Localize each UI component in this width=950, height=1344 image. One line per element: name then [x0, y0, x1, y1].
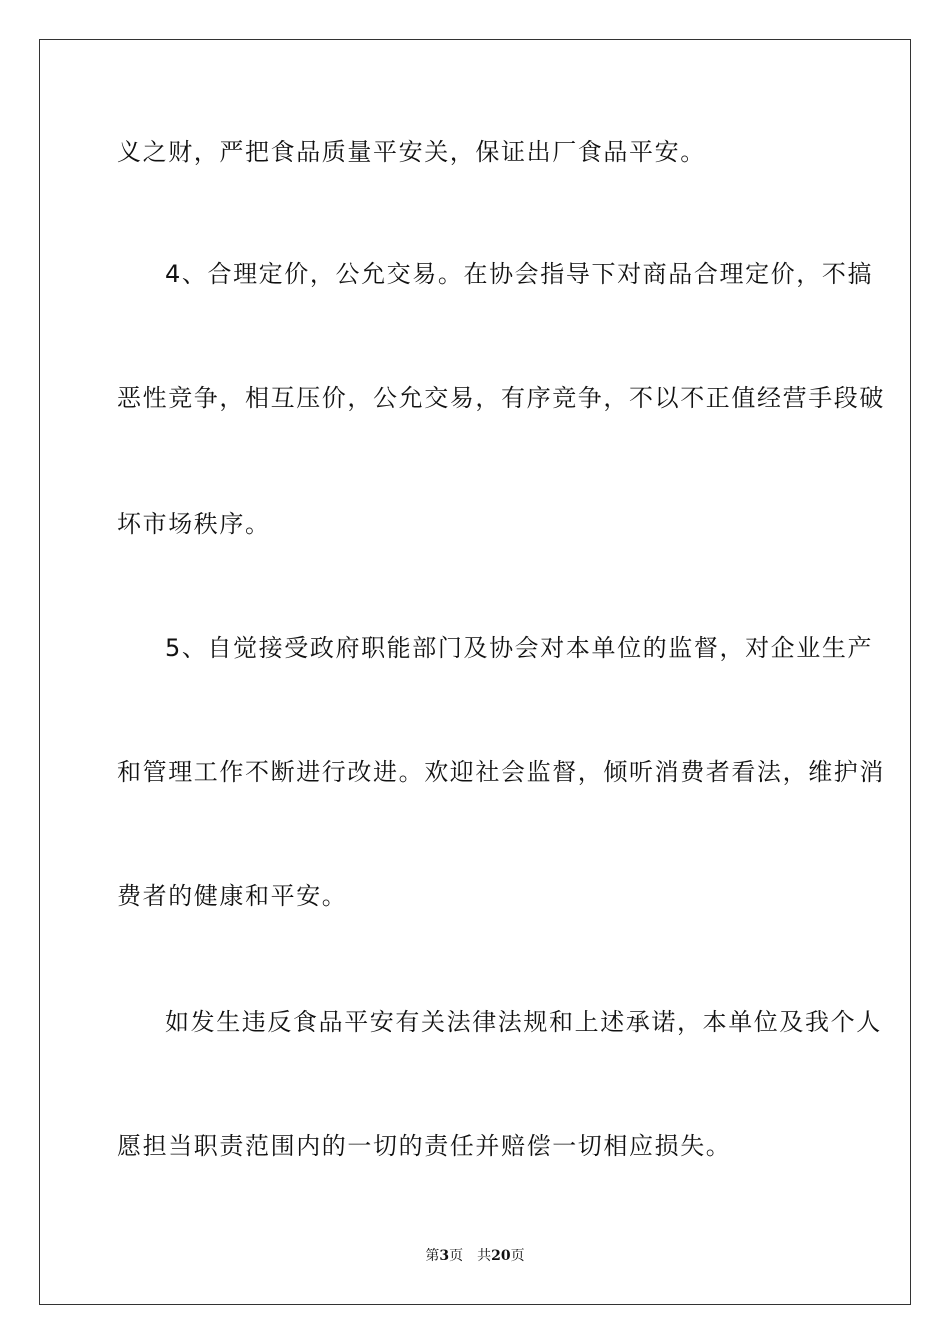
text-line: 费者的健康和平安。	[117, 882, 348, 910]
text-line: 如发生违反食品平安有关法律法规和上述承诺，本单位及我个人	[165, 1008, 882, 1036]
text-line: 坏市场秩序。	[117, 510, 271, 538]
total-pages: 20	[491, 1248, 511, 1264]
page-border	[39, 39, 911, 1305]
text-line: 和管理工作不断进行改进。欢迎社会监督，倾听消费者看法，维护消	[117, 758, 885, 786]
text-line: 义之财，严把食品质量平安关，保证出厂食品平安。	[117, 138, 706, 166]
text-line: 4、合理定价，公允交易。在协会指导下对商品合理定价，不搞	[165, 260, 874, 288]
page-suffix: 页	[449, 1248, 464, 1264]
total-prefix: 共	[477, 1248, 492, 1264]
page-prefix: 第	[425, 1248, 440, 1264]
page-footer	[0, 1247, 950, 1265]
text-line: 愿担当职责范围内的一切的责任并赔偿一切相应损失。	[117, 1132, 732, 1160]
total-suffix: 页	[510, 1248, 525, 1264]
text-line: 恶性竞争，相互压价，公允交易，有序竞争，不以不正值经营手段破	[117, 384, 885, 412]
text-line: 5、自觉接受政府职能部门及协会对本单位的监督，对企业生产	[165, 634, 874, 662]
page-number: 3	[439, 1248, 450, 1264]
